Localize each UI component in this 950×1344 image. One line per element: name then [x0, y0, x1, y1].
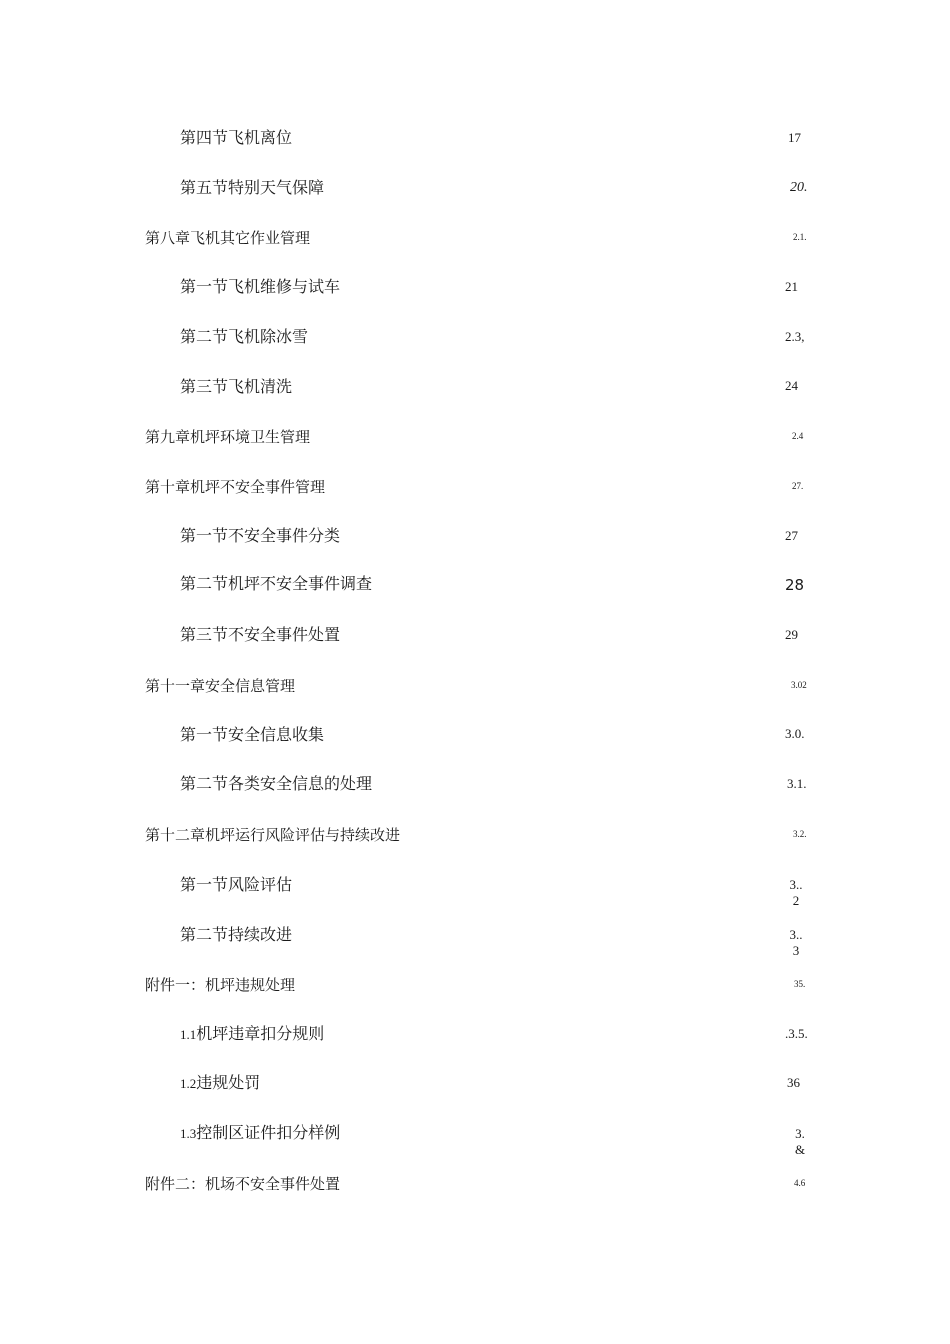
toc-entry-title: 第二节各类安全信息的处理: [180, 774, 373, 793]
toc-entry-title: 第二节持续改进: [180, 925, 293, 944]
toc-entry-title: 第三节飞机清洗: [180, 377, 293, 396]
toc-entry-page: 21: [785, 279, 798, 294]
toc-entry-title: 第五节特别天气保障: [180, 178, 325, 197]
toc-entry-title: [180, 1123, 340, 1144]
toc-entry-title: 第一节不安全事件分类: [180, 526, 341, 545]
toc-entry-page: 3.2.: [793, 829, 807, 839]
toc-entry-page: 28: [785, 576, 805, 594]
toc-chapter-title: 第十一章安全信息管理: [145, 677, 296, 695]
toc-entry-page-line: 3..: [789, 877, 803, 892]
toc-entry-page-line: 3..: [789, 927, 803, 942]
toc-entry-title: 第四节飞机离位: [180, 128, 293, 147]
toc-entry-title: 第一节安全信息收集: [180, 725, 325, 744]
toc-entry-title: 第一节风险评估: [180, 875, 293, 894]
toc-entry-title: 第二节机坪不安全事件调查: [180, 574, 373, 593]
toc-chapter-title: 第九章机坪环境卫生管理: [145, 428, 311, 446]
toc-entry-page: 2.4: [792, 431, 804, 441]
toc-entry-page: 4.6: [794, 1178, 806, 1188]
toc-entry-page: 17: [788, 130, 801, 145]
toc-entry-title: 第一节飞机维修与试车: [180, 277, 341, 296]
toc-entry-page: 27: [785, 528, 798, 543]
toc-chapter-title: 第八章飞机其它作业管理: [145, 229, 311, 247]
toc-entry-title: 第二节飞机除冰雪: [180, 327, 309, 346]
toc-entry-page: 27.: [792, 481, 804, 491]
toc-entry-title: [180, 1024, 324, 1045]
toc-entry-page: .3.5.: [785, 1026, 808, 1041]
toc-entry-page: 24: [785, 378, 798, 393]
toc-entry-page-line: 3.: [795, 1126, 805, 1141]
toc-entry-page: 2.1.: [793, 232, 807, 242]
toc-entry-page: 36: [787, 1075, 800, 1090]
toc-entry-page-line: &: [794, 1142, 806, 1157]
toc-entry-page: [787, 927, 805, 959]
toc-entry-page-line: 2: [792, 893, 800, 908]
toc-entry-number: 1.2: [180, 1076, 197, 1091]
toc-appendix-title: 附件一：机坪违规处理: [145, 976, 296, 994]
toc-entry-page: 3.0.: [785, 726, 805, 741]
toc-entry-number: 1.3: [180, 1126, 197, 1141]
toc-entry-page: 3.02: [791, 680, 807, 690]
toc-chapter-title: 第十二章机坪运行风险评估与持续改进: [145, 826, 401, 844]
toc-entry-number: 1.1: [180, 1027, 197, 1042]
toc-entry-page: 3.1.: [787, 776, 807, 791]
toc-entry-title: [180, 1073, 260, 1094]
toc-entry-page: 20.: [790, 180, 808, 195]
toc-entry-page: [791, 1126, 809, 1158]
toc-entry-text: 机坪违章扣分规则: [196, 1024, 325, 1043]
toc-entry-page: 35.: [794, 979, 806, 989]
toc-chapter-title: 第十章机坪不安全事件管理: [145, 478, 326, 496]
toc-entry-text: 违规处罚: [196, 1073, 261, 1092]
toc-entry-text: 控制区证件扣分样例: [196, 1123, 341, 1142]
toc-entry-page-line: 3: [792, 943, 800, 958]
toc-appendix-title: 附件二：机场不安全事件处置: [145, 1175, 341, 1193]
toc-entry-page: 29: [785, 627, 798, 642]
toc-entry-title: 第三节不安全事件处置: [180, 625, 341, 644]
toc-entry-page: [787, 877, 805, 909]
toc-entry-page: 2.3,: [785, 329, 805, 344]
